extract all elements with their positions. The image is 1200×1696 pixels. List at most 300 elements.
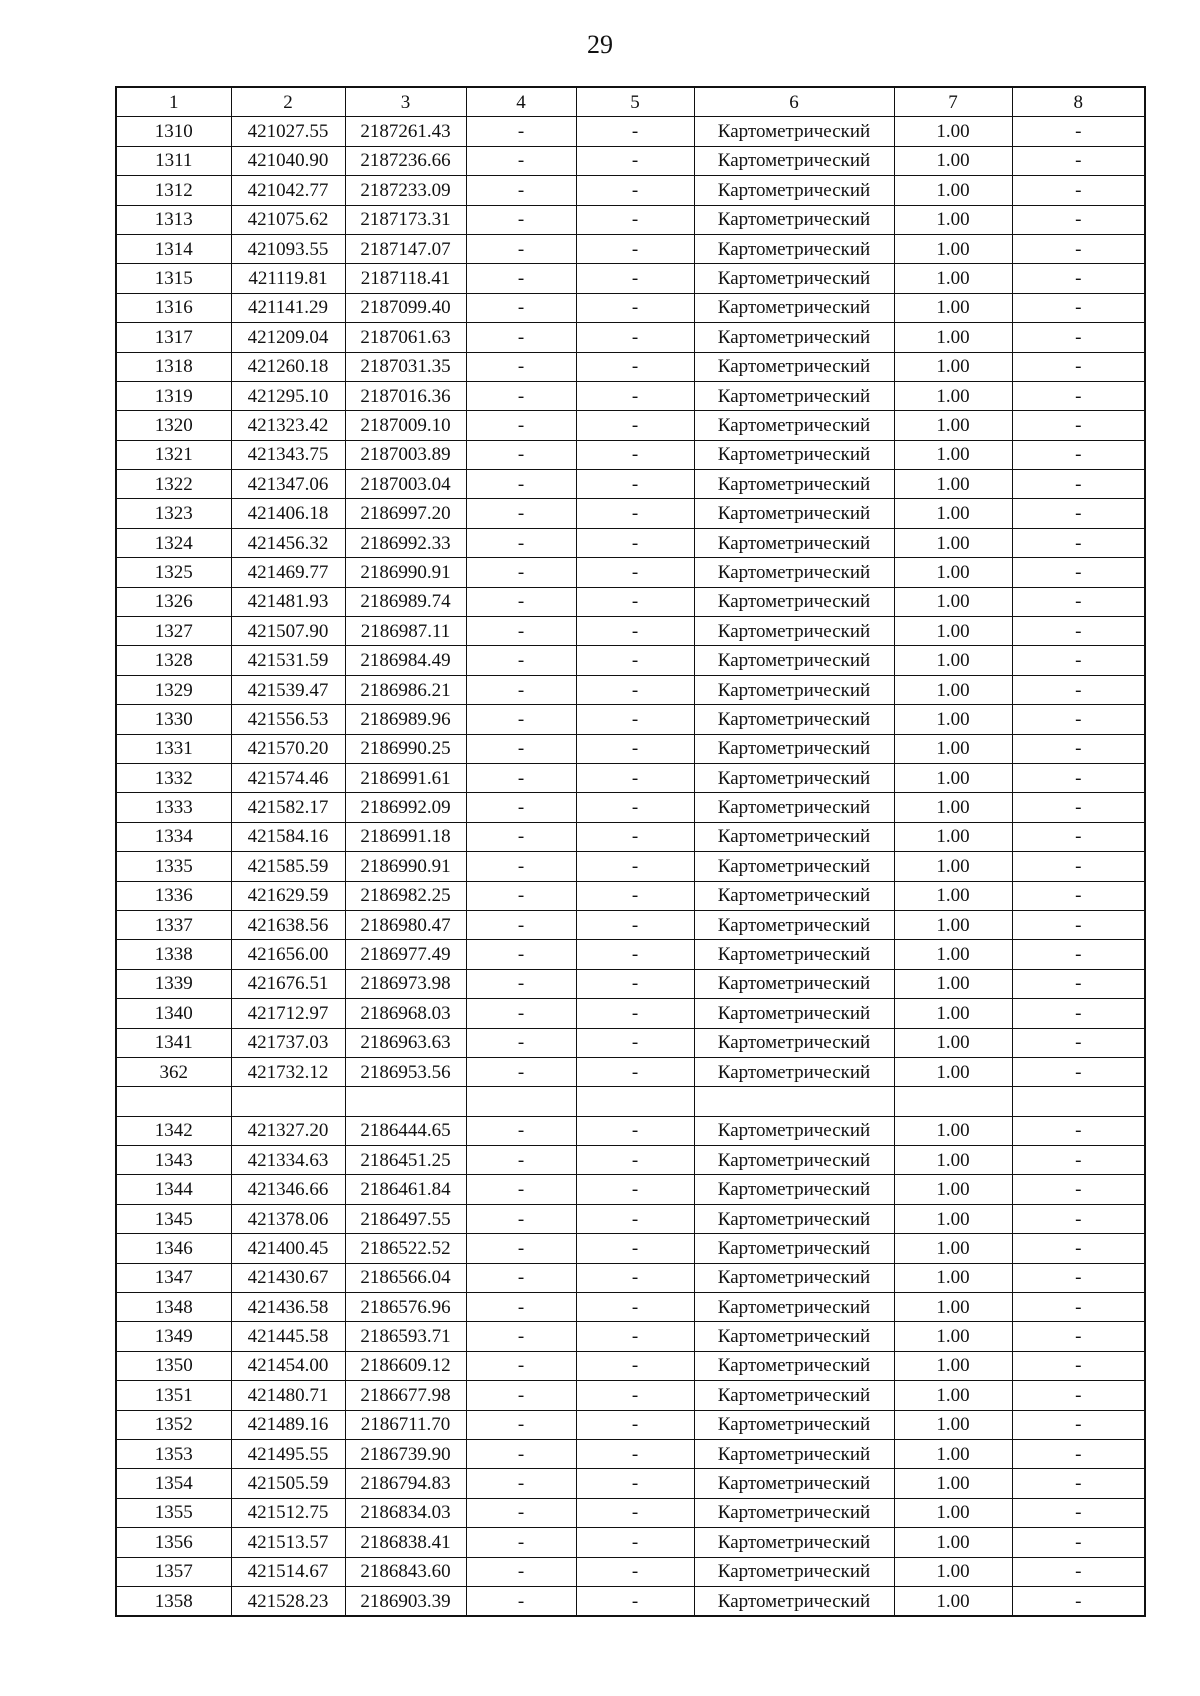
table-cell-col-2: 421574.46	[231, 763, 345, 792]
table-cell-col-5: -	[576, 470, 694, 499]
table-cell-col-1: 1344	[116, 1175, 231, 1204]
table-cell-col-3: 2186980.47	[345, 910, 466, 939]
table-cell-col-6	[694, 1087, 894, 1116]
table-cell-col-2: 421260.18	[231, 352, 345, 381]
table-cell-col-2: 421093.55	[231, 234, 345, 263]
table-cell-col-8: -	[1012, 1175, 1145, 1204]
table-cell-col-4: -	[466, 1234, 576, 1263]
table-cell-col-4: -	[466, 881, 576, 910]
table-cell-col-6: Картометрический	[694, 617, 894, 646]
table-cell-col-8: -	[1012, 1469, 1145, 1498]
table-cell-col-2: 421469.77	[231, 558, 345, 587]
table-cell-col-5: -	[576, 1586, 694, 1616]
table-cell-col-4: -	[466, 1381, 576, 1410]
table-cell-col-5: -	[576, 323, 694, 352]
table-cell-col-4: -	[466, 1175, 576, 1204]
table-cell-col-2: 421676.51	[231, 969, 345, 998]
table-cell-col-4: -	[466, 117, 576, 146]
table-cell-col-6: Картометрический	[694, 1146, 894, 1175]
table-cell-col-8: -	[1012, 1146, 1145, 1175]
table-cell-col-8: -	[1012, 587, 1145, 616]
table-cell-col-4: -	[466, 587, 576, 616]
table-cell-col-8: -	[1012, 1234, 1145, 1263]
table-cell-col-2: 421629.59	[231, 881, 345, 910]
table-row	[116, 1057, 1145, 1086]
table-cell-col-7: 1.00	[894, 646, 1012, 675]
table-cell-col-7: 1.00	[894, 205, 1012, 234]
table-cell-col-6: Картометрический	[694, 763, 894, 792]
table-cell-col-7: 1.00	[894, 1116, 1012, 1145]
table-cell-col-4: -	[466, 440, 576, 469]
table-cell-col-6: Картометрический	[694, 1175, 894, 1204]
table-cell-col-5: -	[576, 205, 694, 234]
table-cell-col-7: 1.00	[894, 381, 1012, 410]
table-cell-col-4: -	[466, 969, 576, 998]
table-cell-col-5: -	[576, 1175, 694, 1204]
table-cell-col-4: -	[466, 1498, 576, 1527]
table-cell-col-4: -	[466, 1146, 576, 1175]
table-cell-col-5: -	[576, 146, 694, 175]
table-cell-col-1: 1322	[116, 470, 231, 499]
table-cell-col-2: 421656.00	[231, 940, 345, 969]
table-row	[116, 528, 1145, 557]
table-body	[116, 117, 1145, 1616]
table-cell-col-7: 1.00	[894, 117, 1012, 146]
table-cell-col-6: Картометрический	[694, 234, 894, 263]
table-cell-col-5	[576, 1087, 694, 1116]
table-cell-col-4: -	[466, 352, 576, 381]
table-row	[116, 881, 1145, 910]
table-cell-col-7: 1.00	[894, 1498, 1012, 1527]
column-header-8: 8	[1012, 87, 1145, 117]
table-cell-col-1: 1337	[116, 910, 231, 939]
table-cell-col-8: -	[1012, 910, 1145, 939]
table-row	[116, 1263, 1145, 1292]
table-cell-col-4: -	[466, 1293, 576, 1322]
table-cell-col-8: -	[1012, 705, 1145, 734]
table-cell-col-3: 2186566.04	[345, 1263, 466, 1292]
table-row	[116, 675, 1145, 704]
table-cell-col-4: -	[466, 852, 576, 881]
table-cell-col-7: 1.00	[894, 999, 1012, 1028]
table-cell-col-7: 1.00	[894, 675, 1012, 704]
table-row	[116, 1087, 1145, 1116]
table-cell-col-3: 2187261.43	[345, 117, 466, 146]
table-cell-col-1: 1327	[116, 617, 231, 646]
table-row	[116, 1234, 1145, 1263]
table-cell-col-6: Картометрический	[694, 1557, 894, 1586]
table-row	[116, 587, 1145, 616]
table-cell-col-5: -	[576, 293, 694, 322]
table-cell-col-1: 1319	[116, 381, 231, 410]
table-row	[116, 1293, 1145, 1322]
table-cell-col-2: 421585.59	[231, 852, 345, 881]
table-row	[116, 1469, 1145, 1498]
table-row	[116, 117, 1145, 146]
table-cell-col-6: Картометрический	[694, 1381, 894, 1410]
table-cell-col-1: 1354	[116, 1469, 231, 1498]
table-cell-col-7: 1.00	[894, 763, 1012, 792]
table-cell-col-2: 421638.56	[231, 910, 345, 939]
table-cell-col-1: 1324	[116, 528, 231, 557]
table-cell-col-5: -	[576, 117, 694, 146]
table-cell-col-4: -	[466, 1528, 576, 1557]
table-cell-col-2: 421209.04	[231, 323, 345, 352]
table-cell-col-2: 421481.93	[231, 587, 345, 616]
column-header-3: 3	[345, 87, 466, 117]
table-cell-col-6: Картометрический	[694, 1469, 894, 1498]
column-header-4: 4	[466, 87, 576, 117]
table-cell-col-5: -	[576, 999, 694, 1028]
table-cell-col-7: 1.00	[894, 1322, 1012, 1351]
table-cell-col-3: 2186497.55	[345, 1204, 466, 1233]
column-header-7: 7	[894, 87, 1012, 117]
table-cell-col-1: 1329	[116, 675, 231, 704]
table-cell-col-3: 2186977.49	[345, 940, 466, 969]
table-cell-col-5: -	[576, 646, 694, 675]
table-cell-col-2: 421539.47	[231, 675, 345, 704]
table-row	[116, 852, 1145, 881]
table-cell-col-8: -	[1012, 440, 1145, 469]
table-cell-col-7: 1.00	[894, 1586, 1012, 1616]
table-cell-col-5: -	[576, 440, 694, 469]
table-cell-col-7: 1.00	[894, 1351, 1012, 1380]
table-cell-col-7: 1.00	[894, 969, 1012, 998]
table-cell-col-4: -	[466, 411, 576, 440]
table-cell-col-3: 2186973.98	[345, 969, 466, 998]
table-cell-col-4: -	[466, 205, 576, 234]
table-cell-col-1: 1356	[116, 1528, 231, 1557]
table-cell-col-2: 421436.58	[231, 1293, 345, 1322]
table-cell-col-3: 2187236.66	[345, 146, 466, 175]
table-cell-col-8: -	[1012, 499, 1145, 528]
table-cell-col-2: 421119.81	[231, 264, 345, 293]
table-row	[116, 470, 1145, 499]
table-cell-col-3: 2186739.90	[345, 1439, 466, 1468]
table-cell-col-2: 421570.20	[231, 734, 345, 763]
table-cell-col-5: -	[576, 617, 694, 646]
table-cell-col-5: -	[576, 1116, 694, 1145]
table-cell-col-8: -	[1012, 1410, 1145, 1439]
table-row	[116, 1557, 1145, 1586]
table-cell-col-2: 421556.53	[231, 705, 345, 734]
table-row	[116, 1439, 1145, 1468]
table-cell-col-4: -	[466, 1028, 576, 1057]
table-cell-col-3: 2187233.09	[345, 176, 466, 205]
table-cell-col-4: -	[466, 264, 576, 293]
table-cell-col-4: -	[466, 1410, 576, 1439]
table-cell-col-8: -	[1012, 1528, 1145, 1557]
table-cell-col-4: -	[466, 1351, 576, 1380]
table-cell-col-1: 1318	[116, 352, 231, 381]
table-row	[116, 1498, 1145, 1527]
table-cell-col-4: -	[466, 910, 576, 939]
table-cell-col-8: -	[1012, 352, 1145, 381]
table-cell-col-6: Картометрический	[694, 381, 894, 410]
table-cell-col-6: Картометрический	[694, 940, 894, 969]
table-cell-col-7: 1.00	[894, 617, 1012, 646]
table-row	[116, 381, 1145, 410]
table-cell-col-3: 2186843.60	[345, 1557, 466, 1586]
table-cell-col-7: 1.00	[894, 1293, 1012, 1322]
table-row	[116, 499, 1145, 528]
table-cell-col-3: 2186963.63	[345, 1028, 466, 1057]
table-cell-col-6: Картометрический	[694, 499, 894, 528]
table-row	[116, 1586, 1145, 1616]
table-cell-col-3: 2186444.65	[345, 1116, 466, 1145]
table-cell-col-2: 421505.59	[231, 1469, 345, 1498]
table-cell-col-6: Картометрический	[694, 205, 894, 234]
table-cell-col-5: -	[576, 352, 694, 381]
table-cell-col-5: -	[576, 1557, 694, 1586]
table-cell-col-5: -	[576, 1028, 694, 1057]
table-row	[116, 440, 1145, 469]
table-cell-col-1: 1312	[116, 176, 231, 205]
table-cell-col-5: -	[576, 1528, 694, 1557]
table-cell-col-4: -	[466, 1586, 576, 1616]
table-cell-col-4: -	[466, 1469, 576, 1498]
table-cell-col-8: -	[1012, 293, 1145, 322]
table-cell-col-8: -	[1012, 1116, 1145, 1145]
table-cell-col-5: -	[576, 1204, 694, 1233]
table-row	[116, 1116, 1145, 1145]
table-cell-col-6: Картометрический	[694, 440, 894, 469]
table-cell-col-5: -	[576, 176, 694, 205]
table-cell-col-8: -	[1012, 940, 1145, 969]
table-cell-col-4: -	[466, 675, 576, 704]
table-cell-col-5: -	[576, 763, 694, 792]
table-cell-col-2: 421445.58	[231, 1322, 345, 1351]
table-cell-col-8: -	[1012, 969, 1145, 998]
table-cell-col-7: 1.00	[894, 1469, 1012, 1498]
table-cell-col-5: -	[576, 499, 694, 528]
table-cell-col-3: 2187003.04	[345, 470, 466, 499]
table-row	[116, 705, 1145, 734]
table-cell-col-3: 2186989.96	[345, 705, 466, 734]
table-cell-col-2: 421737.03	[231, 1028, 345, 1057]
table-cell-col-3: 2186461.84	[345, 1175, 466, 1204]
table-cell-col-1: 1311	[116, 146, 231, 175]
table-row	[116, 1146, 1145, 1175]
table-cell-col-2: 421456.32	[231, 528, 345, 557]
table-cell-col-2: 421400.45	[231, 1234, 345, 1263]
table-cell-col-5: -	[576, 1057, 694, 1086]
table-cell-col-2: 421512.75	[231, 1498, 345, 1527]
table-cell-col-4: -	[466, 293, 576, 322]
table-cell-col-1: 1317	[116, 323, 231, 352]
table-cell-col-6: Картометрический	[694, 1439, 894, 1468]
table-cell-col-7: 1.00	[894, 910, 1012, 939]
table-cell-col-3: 2186982.25	[345, 881, 466, 910]
table-cell-col-4: -	[466, 822, 576, 851]
table-cell-col-6: Картометрический	[694, 1293, 894, 1322]
table-row	[116, 617, 1145, 646]
table-cell-col-2: 421323.42	[231, 411, 345, 440]
table-cell-col-2: 421075.62	[231, 205, 345, 234]
table-cell-col-1: 1310	[116, 117, 231, 146]
table-cell-col-8: -	[1012, 411, 1145, 440]
table-cell-col-6: Картометрический	[694, 852, 894, 881]
table-row	[116, 1410, 1145, 1439]
table-cell-col-3: 2186986.21	[345, 675, 466, 704]
page-number: 29	[587, 30, 613, 59]
table-row	[116, 264, 1145, 293]
table-cell-col-2: 421040.90	[231, 146, 345, 175]
table-cell-col-6: Картометрический	[694, 646, 894, 675]
table-cell-col-7: 1.00	[894, 587, 1012, 616]
table-cell-col-1: 1341	[116, 1028, 231, 1057]
table-cell-col-3: 2186987.11	[345, 617, 466, 646]
table-row	[116, 1351, 1145, 1380]
table-cell-col-3: 2187003.89	[345, 440, 466, 469]
table-cell-col-6: Картометрический	[694, 1528, 894, 1557]
table-cell-col-3: 2186576.96	[345, 1293, 466, 1322]
table-cell-col-7: 1.00	[894, 734, 1012, 763]
table-row	[116, 940, 1145, 969]
table-row	[116, 293, 1145, 322]
table-cell-col-1: 1326	[116, 587, 231, 616]
table-cell-col-3: 2186794.83	[345, 1469, 466, 1498]
table-cell-col-1: 1313	[116, 205, 231, 234]
table-cell-col-7: 1.00	[894, 881, 1012, 910]
table-cell-col-1: 1347	[116, 1263, 231, 1292]
table-cell-col-8: -	[1012, 646, 1145, 675]
table-cell-col-3: 2186711.70	[345, 1410, 466, 1439]
table-cell-col-3: 2186834.03	[345, 1498, 466, 1527]
table-cell-col-7: 1.00	[894, 1381, 1012, 1410]
table-cell-col-7: 1.00	[894, 793, 1012, 822]
table-cell-col-6: Картометрический	[694, 1351, 894, 1380]
table-row	[116, 176, 1145, 205]
table-cell-col-8: -	[1012, 1351, 1145, 1380]
table-cell-col-1: 1328	[116, 646, 231, 675]
table-cell-col-8: -	[1012, 1557, 1145, 1586]
table-cell-col-3: 2186838.41	[345, 1528, 466, 1557]
table-cell-col-7: 1.00	[894, 264, 1012, 293]
table-cell-col-4: -	[466, 734, 576, 763]
table-cell-col-7: 1.00	[894, 1028, 1012, 1057]
table-cell-col-4: -	[466, 558, 576, 587]
table-cell-col-3: 2186990.25	[345, 734, 466, 763]
table-cell-col-1: 1352	[116, 1410, 231, 1439]
table-cell-col-1: 1334	[116, 822, 231, 851]
table-cell-col-5: -	[576, 1146, 694, 1175]
table-cell-col-4: -	[466, 499, 576, 528]
table-cell-col-3: 2186991.61	[345, 763, 466, 792]
table-cell-col-8: -	[1012, 793, 1145, 822]
table-cell-col-8: -	[1012, 852, 1145, 881]
table-cell-col-7: 1.00	[894, 1234, 1012, 1263]
table-cell-col-8: -	[1012, 881, 1145, 910]
table-cell-col-5: -	[576, 234, 694, 263]
table-cell-col-2: 421378.06	[231, 1204, 345, 1233]
table-cell-col-4: -	[466, 999, 576, 1028]
table-cell-col-4: -	[466, 705, 576, 734]
table-cell-col-1: 1348	[116, 1293, 231, 1322]
table-cell-col-4: -	[466, 146, 576, 175]
table-cell-col-6: Картометрический	[694, 528, 894, 557]
table-cell-col-1: 1353	[116, 1439, 231, 1468]
table-cell-col-1: 1346	[116, 1234, 231, 1263]
table-cell-col-3: 2187009.10	[345, 411, 466, 440]
table-cell-col-1: 1338	[116, 940, 231, 969]
table-row	[116, 234, 1145, 263]
table-cell-col-7: 1.00	[894, 440, 1012, 469]
table-cell-col-3: 2186903.39	[345, 1586, 466, 1616]
table-cell-col-5: -	[576, 558, 694, 587]
table-cell-col-6: Картометрический	[694, 910, 894, 939]
table-cell-col-1: 1350	[116, 1351, 231, 1380]
table-cell-col-6: Картометрический	[694, 999, 894, 1028]
table-cell-col-2: 421495.55	[231, 1439, 345, 1468]
table-cell-col-8: -	[1012, 264, 1145, 293]
table-cell-col-3: 2186677.98	[345, 1381, 466, 1410]
table-cell-col-1: 1332	[116, 763, 231, 792]
column-header-2: 2	[231, 87, 345, 117]
table-cell-col-5: -	[576, 852, 694, 881]
table-cell-col-8: -	[1012, 1322, 1145, 1351]
table-cell-col-2: 421141.29	[231, 293, 345, 322]
table-cell-col-7: 1.00	[894, 822, 1012, 851]
table-cell-col-7: 1.00	[894, 411, 1012, 440]
table-cell-col-5: -	[576, 969, 694, 998]
table-row	[116, 734, 1145, 763]
table-cell-col-3: 2186953.56	[345, 1057, 466, 1086]
table-cell-col-8: -	[1012, 1263, 1145, 1292]
table-cell-col-8: -	[1012, 1498, 1145, 1527]
table-cell-col-1: 1323	[116, 499, 231, 528]
table-cell-col-6: Картометрический	[694, 1234, 894, 1263]
table-row	[116, 1204, 1145, 1233]
table-row	[116, 1322, 1145, 1351]
table-cell-col-1	[116, 1087, 231, 1116]
table-cell-col-5: -	[576, 705, 694, 734]
table-cell-col-5: -	[576, 587, 694, 616]
table-cell-col-2: 421712.97	[231, 999, 345, 1028]
table-cell-col-3: 2186990.91	[345, 558, 466, 587]
table-cell-col-3: 2187147.07	[345, 234, 466, 263]
column-header-6: 6	[694, 87, 894, 117]
table-cell-col-8: -	[1012, 234, 1145, 263]
table-cell-col-1: 1339	[116, 969, 231, 998]
table-cell-col-7: 1.00	[894, 470, 1012, 499]
table-cell-col-1: 1331	[116, 734, 231, 763]
table-cell-col-2: 421295.10	[231, 381, 345, 410]
table-cell-col-4: -	[466, 1263, 576, 1292]
table-cell-col-6: Картометрический	[694, 470, 894, 499]
table-cell-col-2: 421327.20	[231, 1116, 345, 1145]
table-row	[116, 793, 1145, 822]
table-cell-col-6: Картометрический	[694, 1498, 894, 1527]
table-cell-col-1: 1340	[116, 999, 231, 1028]
table-cell-col-8: -	[1012, 381, 1145, 410]
table-cell-col-8: -	[1012, 734, 1145, 763]
table-cell-col-8: -	[1012, 763, 1145, 792]
table-cell-col-5: -	[576, 1439, 694, 1468]
table-cell-col-5: -	[576, 1498, 694, 1527]
table-cell-col-3: 2186522.52	[345, 1234, 466, 1263]
table-cell-col-8: -	[1012, 617, 1145, 646]
table-row	[116, 910, 1145, 939]
table-cell-col-1: 1349	[116, 1322, 231, 1351]
table-cell-col-8: -	[1012, 1057, 1145, 1086]
table-cell-col-1: 1316	[116, 293, 231, 322]
table-cell-col-5: -	[576, 1293, 694, 1322]
table-cell-col-8: -	[1012, 117, 1145, 146]
table-cell-col-6: Картометрический	[694, 734, 894, 763]
table-cell-col-8: -	[1012, 1204, 1145, 1233]
table-cell-col-4: -	[466, 1057, 576, 1086]
